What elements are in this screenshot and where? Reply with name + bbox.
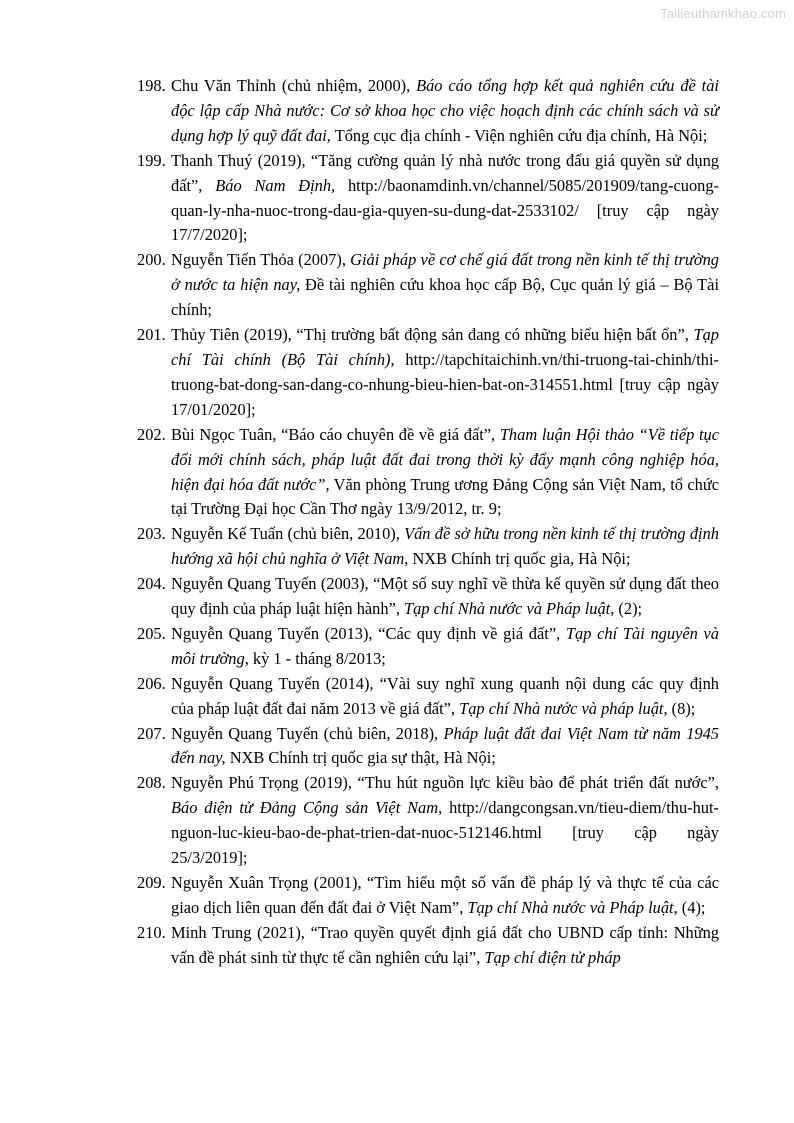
reference-title: Giải pháp về cơ chế giá đất trong nền kinh tế thị trường ở nước ta hiện nay, bbox=[171, 250, 719, 295]
reference-title: Tạp chí Tài chính (Bộ Tài chính), bbox=[171, 325, 719, 369]
reference-title: Báo cáo tổng hợp kết quả nghiên cứu đề tài độc lập cấp Nhà nước: Cơ sở khoa học cho việc hoạch định các chính sách và sử dụng hợp lý quỹ đất đai, bbox=[171, 76, 719, 145]
reference-segment: Nguyễn Xuân Trọng (2001), “Tìm hiểu một số vấn đề pháp lý và thực tế của các giao dịch liên quan đến đất đai ở Việt Nam”, bbox=[171, 873, 719, 917]
reference-item bbox=[137, 722, 719, 772]
reference-number: 200. bbox=[137, 250, 166, 270]
reference-text bbox=[171, 574, 719, 618]
reference-text bbox=[171, 923, 719, 967]
reference-segment: Đề tài nghiên cứu khoa học cấp Bộ, Cục quản lý giá – Bộ Tài chính; bbox=[171, 275, 719, 320]
reference-segment: , (4); bbox=[673, 897, 706, 917]
reference-item bbox=[137, 149, 719, 249]
reference-segment: Thủy Tiên (2019), “Thị trường bất động sản đang có những biểu hiện bất ổn”, bbox=[171, 325, 694, 345]
reference-title: Tạp chí Nhà nước và Pháp luật bbox=[404, 599, 611, 619]
reference-text bbox=[171, 724, 719, 768]
reference-segment: Tổng cục địa chính - Viện nghiên cứu địa chính, Hà Nội; bbox=[330, 125, 708, 145]
reference-item bbox=[137, 248, 719, 323]
reference-segment: Minh Trung (2021), “Trao quyền quyết định giá đất cho UBND cấp tỉnh: Những vấn đề phát sinh từ thực tế cần nghiên cứu lại”, bbox=[171, 922, 719, 967]
reference-number: 202. bbox=[137, 424, 166, 444]
reference-number: 207. bbox=[137, 723, 166, 743]
reference-title: Vấn đề sở hữu trong nền kinh tế thị trường định hướng xã hội chủ nghĩa ở Việt Nam bbox=[171, 524, 719, 569]
reference-number: 204. bbox=[137, 574, 166, 594]
reference-item bbox=[137, 423, 719, 523]
reference-text bbox=[171, 325, 719, 419]
reference-segment: , (2); bbox=[610, 599, 643, 619]
reference-number: 199. bbox=[137, 150, 166, 170]
reference-title: Tham luận Hội thảo “Về tiếp tục đổi mới chính sách, pháp luật đất đai trong thời kỳ đẩy mạnh công nghiệp hóa, hiện đại hóa đất nước”, bbox=[171, 424, 719, 494]
reference-item bbox=[137, 323, 719, 423]
reference-text bbox=[171, 425, 719, 519]
reference-title: Pháp luật đất đai Việt Nam từ năm 1945 đến nay, bbox=[171, 723, 719, 768]
reference-segment: , NXB Chính trị quốc gia, Hà Nội; bbox=[404, 549, 631, 569]
reference-segment: , (8); bbox=[663, 698, 696, 718]
reference-item bbox=[137, 672, 719, 722]
reference-item bbox=[137, 771, 719, 871]
reference-number: 210. bbox=[137, 922, 166, 942]
reference-number: 208. bbox=[137, 773, 166, 793]
reference-segment: Văn phòng Trung ương Đảng Cộng sản Việt Nam, tổ chức tại Trường Đại học Cần Thơ ngày 13/9/2012, tr. 9; bbox=[171, 474, 719, 519]
reference-title: Báo điện tử Đảng Cộng sản Việt Nam bbox=[171, 798, 439, 818]
reference-segment: NXB Chính trị quốc gia sự thật, Hà Nội; bbox=[225, 748, 496, 768]
reference-segment: http://tapchitaichinh.vn/thi-truong-tai-chinh/thi-truong-bat-dong-san-dang-co-nhung-bieu-hien-bat-on-314551.html [truy cập ngày 17/01/2020]; bbox=[171, 349, 719, 419]
reference-title: Tạp chí Tài nguyên và môi trường bbox=[171, 623, 719, 668]
reference-segment: Nguyễn Kế Tuấn (chủ biên, 2010), bbox=[171, 524, 405, 544]
reference-segment: Nguyễn Quang Tuyến (chủ biên, 2018), bbox=[171, 723, 444, 743]
reference-title: Tạp chí Nhà nước và Pháp luật bbox=[467, 897, 674, 917]
reference-text bbox=[171, 873, 719, 917]
reference-number: 209. bbox=[137, 873, 166, 892]
reference-list bbox=[137, 74, 719, 971]
reference-item bbox=[137, 622, 719, 672]
reference-segment: http://baonamdinh.vn/channel/5085/201909/tang-cuong-quan-ly-nha-nuoc-trong-dau-gia-quyen-su-dung-dat-2533102/ [truy cập ngày 17/7/2020]; bbox=[171, 175, 719, 245]
reference-text bbox=[171, 773, 719, 867]
reference-segment: Nguyễn Quang Tuyến (2013), “Các quy định về giá đất”, bbox=[171, 623, 566, 643]
reference-item bbox=[137, 572, 719, 622]
reference-title: Báo Nam Định, bbox=[215, 175, 336, 195]
reference-text bbox=[171, 151, 719, 245]
reference-item bbox=[137, 921, 719, 971]
reference-segment: , kỳ 1 - tháng 8/2013; bbox=[244, 648, 386, 668]
reference-segment: Nguyễn Tiến Thỏa (2007), bbox=[171, 250, 351, 270]
reference-segment: Bùi Ngọc Tuân, “Báo cáo chuyên đề về giá đất”, bbox=[171, 424, 500, 444]
reference-number: 205. bbox=[137, 623, 166, 643]
reference-text bbox=[171, 624, 719, 668]
reference-number: 203. bbox=[137, 524, 166, 544]
reference-item bbox=[137, 871, 719, 921]
reference-item bbox=[137, 522, 719, 572]
reference-text bbox=[171, 674, 719, 718]
reference-text bbox=[171, 524, 719, 568]
reference-number: 198. bbox=[137, 76, 166, 95]
reference-segment: , http://dangcongsan.vn/tieu-diem/thu-hut-nguon-luc-kieu-bao-de-phat-trien-dat-nuoc-512146.html [truy cập ngày 25/3/2019]; bbox=[171, 798, 720, 868]
reference-number: 201. bbox=[137, 325, 166, 345]
reference-item bbox=[137, 74, 719, 149]
reference-segment: Nguyễn Quang Tuyến (2003), “Một số suy nghĩ về thừa kế quyền sử dụng đất theo quy định của pháp luật hiện hành”, bbox=[171, 574, 719, 619]
reference-title: Tạp chí Nhà nước và pháp luật bbox=[459, 698, 664, 718]
reference-segment: Nguyễn Quang Tuyến (2014), “Vài suy nghĩ xung quanh nội dung các quy định của pháp luật đất đai năm 2013 về giá đất”, bbox=[171, 673, 719, 718]
reference-title: Tạp chí điện tử pháp bbox=[484, 947, 621, 967]
reference-segment: Nguyễn Phú Trọng (2019), “Thu hút nguồn lực kiều bào để phát triển đất nước”, bbox=[171, 773, 719, 793]
reference-text bbox=[171, 250, 719, 319]
reference-segment: Thanh Thuý (2019), “Tăng cường quản lý nhà nước trong đấu giá quyền sử dụng đất”, bbox=[171, 150, 719, 195]
reference-number: 206. bbox=[137, 673, 166, 693]
reference-segment: Chu Văn Thỉnh (chủ nhiệm, 2000), bbox=[171, 76, 417, 95]
reference-text bbox=[171, 76, 719, 145]
watermark: Tailieuthamkhao.com bbox=[660, 6, 786, 21]
